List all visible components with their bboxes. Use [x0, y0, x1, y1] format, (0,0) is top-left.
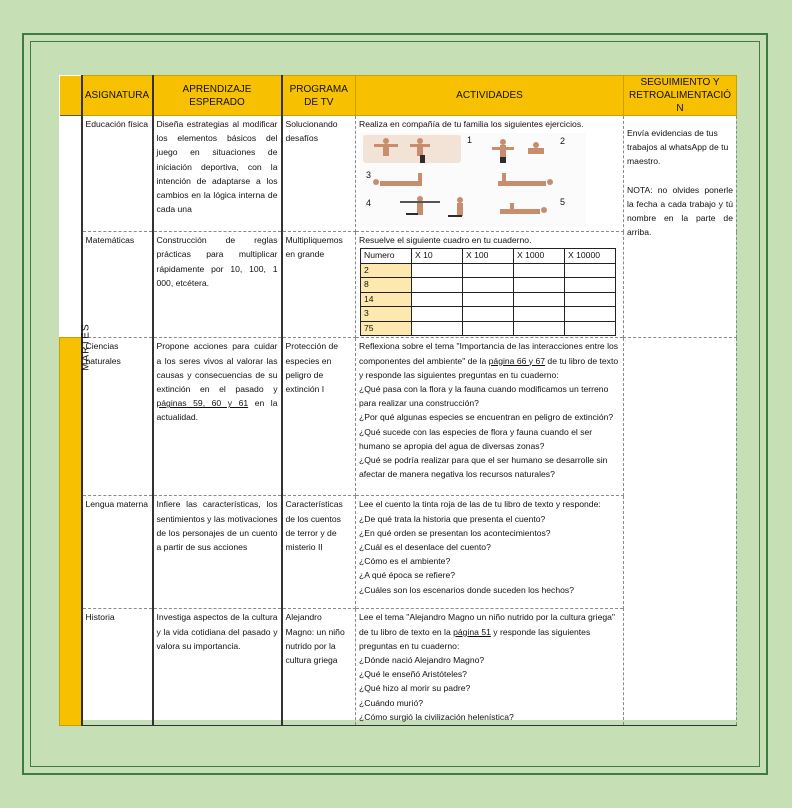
header-seguimiento: SEGUIMIENTO Y RETROALIMENTACIÓN	[624, 76, 737, 116]
programa-cell: Alejandro Magno: un niño nutrido por la cultura griega	[282, 609, 356, 726]
mult-header: Numero	[361, 249, 412, 264]
seguimiento-empty-cell	[624, 338, 737, 726]
question: ¿A qué época se refiere?	[359, 570, 456, 581]
row-educacion-fisica	[60, 116, 737, 232]
question: ¿Cuáles son los escenarios donde suceden los hechos?	[359, 584, 574, 595]
mult-row	[361, 278, 616, 293]
mult-blank	[412, 307, 463, 322]
actividad-text: de tu libro de texto y responde las siguientes preguntas en tu cuaderno:	[359, 355, 619, 380]
day-label: MARTES	[80, 323, 92, 372]
mult-blank	[514, 321, 565, 336]
aprendizaje-text: Propone acciones para cuidar a los seres vivos al valorar las causas y consecuencias de su extinción en el pasado y	[156, 341, 278, 395]
mult-blank	[514, 278, 565, 293]
question: ¿Qué hizo al morir su padre?	[359, 683, 471, 694]
mult-blank	[412, 263, 463, 278]
mult-blank	[565, 307, 616, 322]
row-ciencias-naturales	[60, 338, 737, 496]
mult-blank	[514, 292, 565, 307]
mult-number: 8	[361, 278, 412, 293]
aprendizaje-text: en la actualidad.	[156, 398, 278, 423]
actividad-text: Lee el tema "Alejandro Magno un niño nutrido por la cultura griega" de tu libro de texto en la	[359, 612, 615, 637]
mult-header: X 10000	[565, 249, 616, 264]
multiplication-table	[360, 248, 616, 336]
aprendizaje-cell	[153, 338, 282, 496]
actividad-cell	[356, 116, 624, 232]
question: ¿Cuándo murió?	[359, 697, 424, 708]
question: ¿Cuál es el desenlace del cuento?	[359, 542, 491, 553]
schedule-table	[59, 75, 737, 726]
mult-number: 3	[361, 307, 412, 322]
mult-number: 14	[361, 292, 412, 307]
mult-blank	[565, 292, 616, 307]
header-programa: PROGRAMA DE TV	[282, 76, 356, 116]
seguimiento-text: Envía evidencias de tus trabajos al whatsApp de tu maestro.	[627, 128, 729, 167]
mult-header: X 1000	[514, 249, 565, 264]
question: ¿Qué sucede con las especies de flora y fauna cuando el ser humano se apropia del agua de diversas zonas?	[359, 426, 593, 451]
mult-blank	[514, 263, 565, 278]
photo-number: 1	[467, 135, 473, 146]
mult-row	[361, 307, 616, 322]
programa-cell: Características de los cuentos de terror y de misterio II	[282, 496, 356, 609]
mult-blank	[565, 263, 616, 278]
mult-blank	[514, 307, 565, 322]
question: ¿Qué pasa con la flora y la fauna cuando modificamos un terreno para realizar una construcción?	[359, 384, 609, 409]
day-cell-top	[60, 116, 82, 338]
aprendizaje-cell: Infiere las características, los sentimientos y las motivaciones de los personajes de un cuento a partir de sus acciones	[153, 496, 282, 609]
question: ¿Dónde nació Alejandro Magno?	[359, 655, 485, 666]
mult-blank	[412, 278, 463, 293]
actividad-cell	[356, 609, 624, 726]
question: ¿Cómo es el ambiente?	[359, 556, 451, 567]
actividad-text: Realiza en compañía de tu familia los siguientes ejercicios.	[359, 119, 584, 129]
mult-row	[361, 263, 616, 278]
actividad-text: y responde las siguientes preguntas en tu cuaderno:	[359, 626, 591, 651]
photo-number: 2	[560, 136, 566, 147]
question: ¿Qué le enseñó Aristóteles?	[359, 669, 467, 680]
question: ¿Cómo surgió la civilización helenística?	[359, 711, 514, 722]
actividad-text: Resuelve el siguiente cuadro en tu cuaderno.	[359, 235, 532, 246]
actividad-cell	[356, 496, 624, 609]
aprendizaje-cell: Investiga aspectos de la cultura y la vida cotidiana del pasado y valora su importancia.	[153, 609, 282, 726]
question: ¿Por qué algunas especies se encuentran en peligro de extinción?	[359, 412, 614, 423]
programa-cell: Protección de especies en peligro de extinción I	[282, 338, 356, 496]
photo-number: 4	[366, 198, 372, 209]
mult-number: 75	[361, 321, 412, 336]
subject-cell: Educación física	[82, 116, 153, 232]
mult-blank	[463, 321, 514, 336]
page-reference: página 51	[453, 626, 491, 637]
programa-cell: Multipliquemos en grande	[282, 232, 356, 338]
mult-blank	[565, 278, 616, 293]
aprendizaje-cell: Construcción de reglas prácticas para multiplicar rápidamente por 10, 100, 1 000, etcétera.	[153, 232, 282, 338]
aprendizaje-cell: Diseña estrategias al modificar los elementos básicos del juego en situaciones de iniciación deportiva, con la intención de adaptarse a los cambios en la lógica interna de cada una	[153, 116, 282, 232]
mult-blank	[412, 292, 463, 307]
mult-blank	[565, 321, 616, 336]
question: ¿De qué trata la historia que presenta el cuento?	[359, 513, 546, 524]
mult-blank	[463, 292, 514, 307]
mult-blank	[463, 263, 514, 278]
seguimiento-nota: NOTA: no olvides ponerle la fecha a cada trabajo y tú nombre en la parte de arriba.	[627, 184, 733, 238]
header-asignatura: ASIGNATURA	[82, 76, 153, 116]
mult-header: X 10	[412, 249, 463, 264]
actividad-cell	[356, 232, 624, 338]
mult-row	[361, 292, 616, 307]
subject-cell: Historia	[82, 609, 153, 726]
actividad-text: Lee el cuento la tinta roja de las de tu libro de texto y responde:	[359, 499, 601, 510]
question: ¿Qué se podría realizar para que el ser humano se desarrolle sin afectar de manera negativa los recursos naturales?	[359, 455, 608, 480]
programa-cell: Solucionando desafíos	[282, 116, 356, 232]
subject-cell: Matemáticas	[82, 232, 153, 338]
mult-blank	[463, 278, 514, 293]
question: ¿En qué orden se presentan los acontecimientos?	[359, 527, 551, 538]
actividad-text: Reflexiona sobre el tema "Importancia de las interacciones entre los componentes del ambiente" de la	[359, 341, 619, 366]
page-reference: página 66 y 67	[488, 355, 546, 366]
header-aprendizaje: APRENDIZAJE ESPERADO	[153, 76, 282, 116]
mult-blank	[463, 307, 514, 322]
corner-cell	[60, 76, 82, 116]
mult-header-row	[361, 249, 616, 264]
photo-number: 3	[366, 170, 372, 181]
actividad-cell	[356, 338, 624, 496]
mult-blank	[412, 321, 463, 336]
mult-header: X 100	[463, 249, 514, 264]
header-actividades: ACTIVIDADES	[356, 76, 624, 116]
subject-cell: Lengua materna	[82, 496, 153, 609]
seguimiento-cell	[624, 116, 737, 338]
header-row	[60, 76, 737, 116]
mult-number: 2	[361, 263, 412, 278]
exercise-photo	[360, 133, 586, 227]
subject-cell: Ciencias naturales	[82, 338, 153, 496]
mult-row	[361, 321, 616, 336]
page-reference: páginas 59, 60 y 61	[156, 398, 249, 409]
photo-number: 5	[560, 197, 566, 208]
day-cell	[60, 323, 92, 726]
